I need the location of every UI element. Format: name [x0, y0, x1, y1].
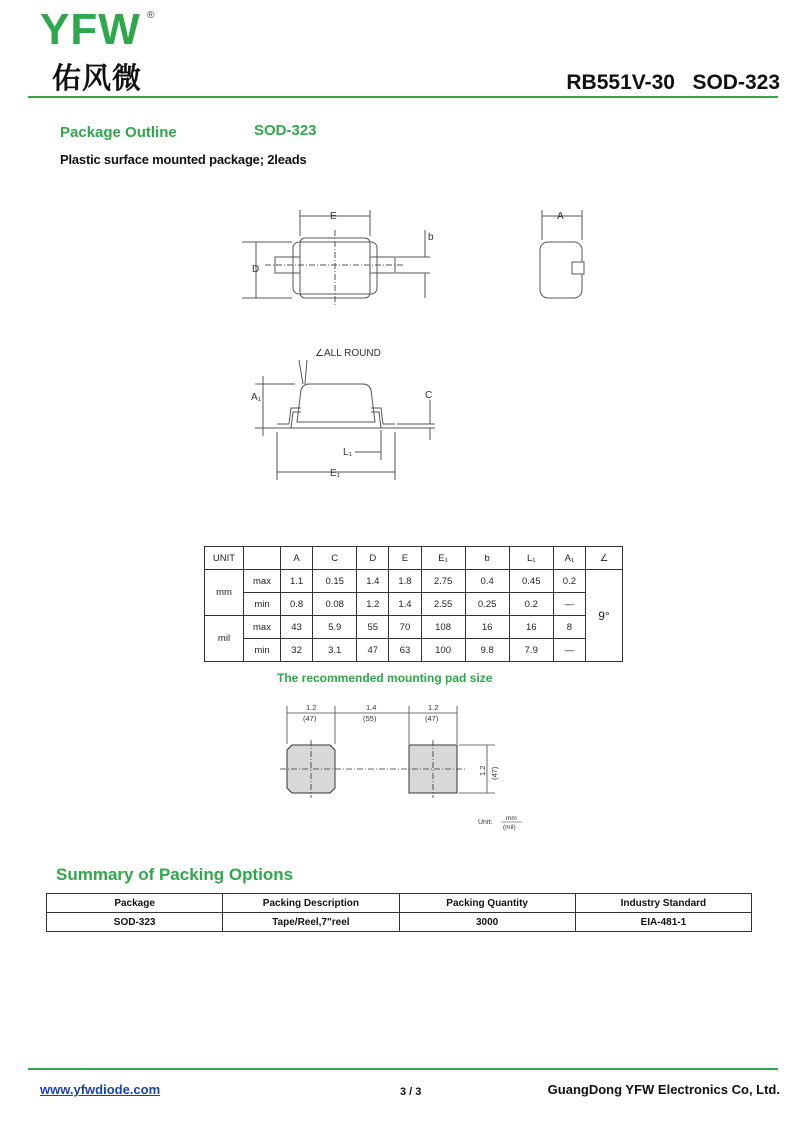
packing-options-title: Summary of Packing Options — [56, 865, 294, 884]
table-header-cell: E — [389, 547, 421, 570]
value-cell: 1.4 — [389, 593, 421, 616]
unit-label: Unit: — [478, 819, 493, 826]
table-header-cell: D — [357, 547, 389, 570]
table-row — [205, 593, 623, 616]
limit-cell: max — [244, 570, 281, 593]
value-cell: 5.9 — [313, 616, 357, 639]
packing-table — [46, 893, 752, 932]
value-cell: 7.9 — [509, 639, 553, 662]
label-b: b — [428, 232, 434, 243]
page-title: RB551V-30 SOD-323 — [566, 71, 780, 94]
pad-height-mm: 1.2 — [478, 765, 487, 776]
value-cell: 63 — [389, 639, 421, 662]
dimension-table — [204, 546, 623, 662]
website-link[interactable]: www.yfwdiode.com — [40, 1082, 161, 1097]
value-cell: 100 — [421, 639, 465, 662]
pad-dim2-mm: 1.4 — [366, 703, 377, 712]
label-E1: E₁ — [330, 468, 341, 479]
pad-dim3-mm: 1.2 — [428, 703, 439, 712]
table-header-cell: UNIT — [205, 547, 244, 570]
table-cell: SOD-323 — [47, 913, 223, 932]
logo-chinese: 佑风微 — [52, 61, 143, 95]
unit-denominator: (mil) — [503, 824, 516, 831]
footer-rule — [28, 1068, 778, 1070]
company-name: GuangDong YFW Electronics Co, Ltd. — [547, 1082, 780, 1097]
angle-cell: 9° — [586, 570, 623, 662]
table-header-cell — [244, 547, 281, 570]
value-cell: 1.2 — [357, 593, 389, 616]
value-cell: 1.4 — [357, 570, 389, 593]
value-cell: 2.55 — [421, 593, 465, 616]
unit-numerator: mm — [506, 815, 517, 822]
value-cell: 8 — [553, 616, 585, 639]
label-D: D — [252, 264, 260, 275]
value-cell: 0.2 — [509, 593, 553, 616]
table-header-row — [205, 547, 623, 570]
pad-dim2-mil: (55) — [363, 714, 377, 723]
value-cell: 0.45 — [509, 570, 553, 593]
pad-dim3-mil: (47) — [425, 714, 439, 723]
value-cell: — — [553, 593, 585, 616]
table-row — [205, 616, 623, 639]
unit-cell: mil — [205, 616, 244, 662]
table-header-cell: Industry Standard — [575, 894, 751, 913]
table-header-cell: A₁ — [553, 547, 585, 570]
value-cell: 1.1 — [281, 570, 313, 593]
value-cell: 43 — [281, 616, 313, 639]
table-header-cell: E₁ — [421, 547, 465, 570]
value-cell: 0.08 — [313, 593, 357, 616]
table-cell: Tape/Reel,7"reel — [223, 913, 399, 932]
table-row — [205, 570, 623, 593]
table-header-cell: C — [313, 547, 357, 570]
value-cell: — — [553, 639, 585, 662]
package-outline-title: Package Outline — [60, 124, 177, 141]
limit-cell: min — [244, 593, 281, 616]
pad-height-mil: (47) — [490, 766, 499, 780]
pad-dim1-mil: (47) — [303, 714, 317, 723]
label-A1: A₁ — [251, 392, 262, 403]
value-cell: 0.8 — [281, 593, 313, 616]
top-view-drawing — [230, 200, 610, 310]
table-header-cell: Package — [47, 894, 223, 913]
label-L1: L₁ — [343, 447, 352, 458]
value-cell: 16 — [465, 616, 509, 639]
value-cell: 0.15 — [313, 570, 357, 593]
value-cell: 9.8 — [465, 639, 509, 662]
unit-cell: mm — [205, 570, 244, 616]
table-header-cell: A — [281, 547, 313, 570]
pad-dim1-mm: 1.2 — [306, 703, 317, 712]
table-row — [47, 913, 752, 932]
table-header-cell: Packing Quantity — [399, 894, 575, 913]
mounting-pad-title: The recommended mounting pad size — [277, 671, 493, 685]
package-name: SOD-323 — [254, 122, 317, 139]
table-header-row — [47, 894, 752, 913]
header-rule — [28, 96, 778, 98]
label-E: E — [330, 211, 337, 222]
value-cell: 0.4 — [465, 570, 509, 593]
label-all-round: ∠ALL ROUND — [315, 348, 381, 359]
value-cell: 3.1 — [313, 639, 357, 662]
value-cell: 16 — [509, 616, 553, 639]
value-cell: 2.75 — [421, 570, 465, 593]
limit-cell: min — [244, 639, 281, 662]
page-number: 3 / 3 — [400, 1086, 422, 1098]
registered-mark: ® — [147, 10, 155, 21]
label-C: C — [425, 390, 433, 401]
value-cell: 108 — [421, 616, 465, 639]
value-cell: 32 — [281, 639, 313, 662]
table-header-cell: Packing Description — [223, 894, 399, 913]
table-header-cell: L₁ — [509, 547, 553, 570]
table-cell: 3000 — [399, 913, 575, 932]
value-cell: 1.8 — [389, 570, 421, 593]
label-A: A — [557, 211, 564, 222]
value-cell: 0.25 — [465, 593, 509, 616]
table-cell: EIA-481-1 — [575, 913, 751, 932]
value-cell: 55 — [357, 616, 389, 639]
table-header-cell: ∠ — [586, 547, 623, 570]
side-view-drawing — [235, 340, 455, 490]
value-cell: 47 — [357, 639, 389, 662]
limit-cell: max — [244, 616, 281, 639]
mounting-pad-drawing — [270, 700, 550, 840]
logo-letters: YFW — [40, 5, 141, 54]
value-cell: 0.2 — [553, 570, 585, 593]
table-header-cell: b — [465, 547, 509, 570]
table-row — [205, 639, 623, 662]
package-description: Plastic surface mounted package; 2leads — [60, 152, 307, 167]
value-cell: 70 — [389, 616, 421, 639]
